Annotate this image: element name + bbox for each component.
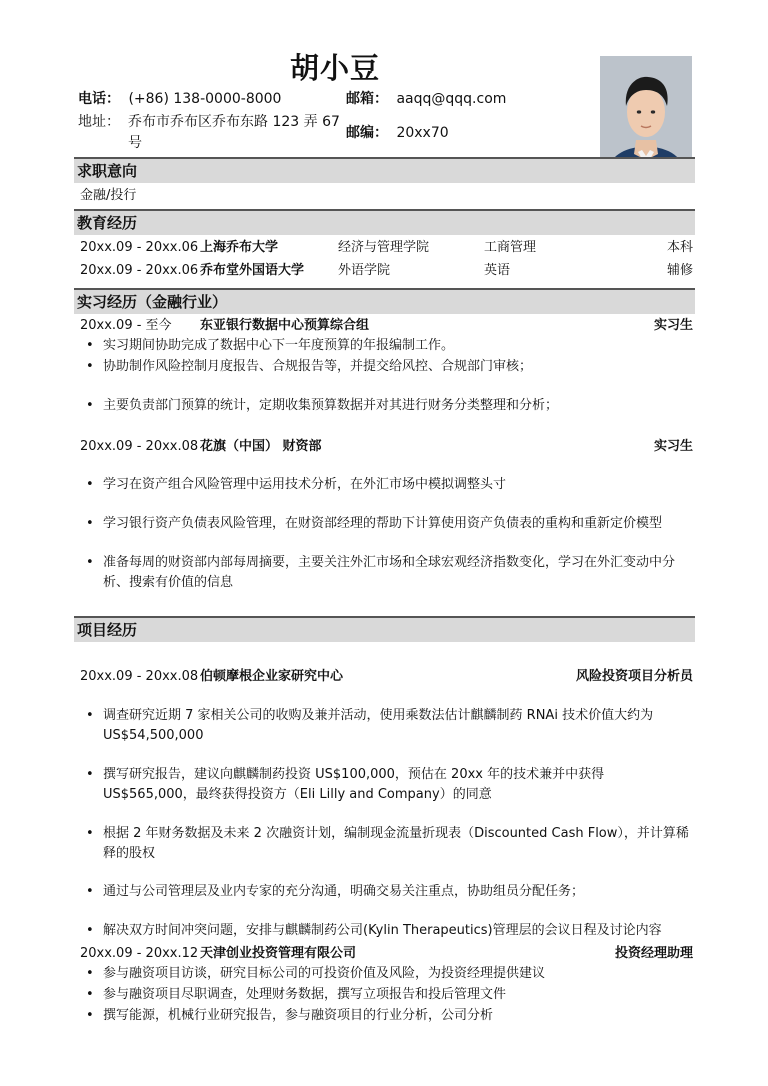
education-degree: 辅修 bbox=[666, 263, 693, 278]
list-item: • 学习在资产组合风险管理中运用技术分析，在外汇市场中模拟调整头寸 bbox=[86, 477, 507, 492]
list-item: • 参与融资项目访谈，研究目标公司的可投资价值及风险，为投资经理提供建议 bbox=[86, 966, 546, 981]
list-item: • 调查研究近期 7 家相关公司的收购及兼并活动，使用乘数法估计麒麟制药 RNAi 技术价值大约为 US$54,500,000 bbox=[86, 708, 654, 743]
list-item: • 通过与公司管理层及业内专家的充分沟通，明确交易关注重点，协助组员分配任务； bbox=[86, 884, 585, 899]
address-value: 乔布市乔布区乔布东路 123 弄 67 号 bbox=[128, 114, 340, 151]
education-college: 经济与管理学院 bbox=[338, 240, 430, 255]
list-item: • 准备每周的财资部内部每周摘要，主要关注外汇市场和全球宏观经济指数变化，学习在外汇变动中分析、搜索有价值的信息 bbox=[86, 555, 676, 590]
education-major: 工商管理 bbox=[484, 240, 537, 255]
list-item: • 学习银行资产负债表风险管理，在财资部经理的帮助下计算使用资产负债表的重构和重新定价模型 bbox=[86, 516, 663, 531]
address-label: 地址： bbox=[78, 114, 120, 130]
phone-row bbox=[78, 89, 338, 110]
list-item: • 协助制作风险控制月度报告、合规报告等，并提交给风控、合规部门审核； bbox=[86, 359, 533, 374]
internship-org: 花旗（中国） 财资部 bbox=[200, 439, 322, 454]
education-school: 乔布堂外国语大学 bbox=[200, 263, 305, 278]
internship-org: 东亚银行数据中心预算综合组 bbox=[200, 318, 370, 333]
project-role: 风险投资项目分析员 bbox=[575, 669, 693, 684]
education-section-header: 教育经历 bbox=[74, 209, 695, 235]
email-row bbox=[346, 89, 586, 110]
phone-label: 电话： bbox=[78, 91, 120, 107]
zip-label: 邮编： bbox=[346, 125, 388, 141]
education-college: 外语学院 bbox=[338, 263, 391, 278]
project-org: 天津创业投资管理有限公司 bbox=[200, 946, 357, 961]
list-item: • 参与融资项目尽职调查，处理财务数据，撰写立项报告和投后管理文件 bbox=[86, 987, 507, 1002]
education-degree: 本科 bbox=[666, 240, 693, 255]
objective-value: 金融/投行 bbox=[80, 188, 137, 203]
email-label: 邮箱： bbox=[346, 91, 388, 107]
zip-row bbox=[346, 123, 586, 144]
education-period: 20xx.09 - 20xx.06 bbox=[80, 263, 199, 278]
phone-value: (+86) 138-0000-8000 bbox=[128, 91, 282, 107]
project-org: 伯顿摩根企业家研究中心 bbox=[200, 669, 344, 684]
internship-period: 20xx.09 - 20xx.08 bbox=[80, 439, 199, 454]
education-period: 20xx.09 - 20xx.06 bbox=[80, 240, 199, 255]
list-item: • 根据 2 年财务数据及未来 2 次融资计划，编制现金流量折现表（Discounted Cash Flow），并计算稀释的股权 bbox=[86, 826, 689, 861]
candidate-name: 胡小豆 bbox=[289, 51, 380, 85]
email-value: aaqq@qqq.com bbox=[396, 91, 507, 107]
education-school: 上海乔布大学 bbox=[200, 240, 279, 255]
list-item: • 撰写研究报告，建议向麒麟制药投资 US$100,000，预估在 20xx 年的技术兼并中获得 US$565,000，最终获得投资方（Eli Lilly and Company）的同意 bbox=[86, 767, 605, 802]
objective-section-header: 求职意向 bbox=[74, 157, 695, 183]
internship-section-header: 实习经历（金融行业） bbox=[74, 288, 695, 314]
projects-section-header: 项目经历 bbox=[74, 616, 695, 642]
project-period: 20xx.09 - 20xx.12 bbox=[80, 946, 199, 961]
zip-value: 20xx70 bbox=[396, 125, 449, 141]
education-major: 英语 bbox=[484, 263, 511, 278]
list-item: • 撰写能源，机械行业研究报告，参与融资项目的行业分析，公司分析 bbox=[86, 1008, 494, 1023]
list-item: • 实习期间协助完成了数据中心下一年度预算的年报编制工作。 bbox=[86, 338, 455, 353]
project-period: 20xx.09 - 20xx.08 bbox=[80, 669, 199, 684]
list-item: • 解决双方时间冲突问题，安排与麒麟制药公司(Kylin Therapeutics)管理层的会议日程及讨论内容 bbox=[86, 923, 662, 938]
internship-role: 实习生 bbox=[653, 318, 693, 333]
internship-period: 20xx.09 - 至今 bbox=[80, 318, 172, 333]
list-item: • 主要负责部门预算的统计，定期收集预算数据并对其进行财务分类整理和分析； bbox=[86, 398, 559, 413]
project-role: 投资经理助理 bbox=[614, 946, 693, 961]
internship-role: 实习生 bbox=[653, 439, 693, 454]
